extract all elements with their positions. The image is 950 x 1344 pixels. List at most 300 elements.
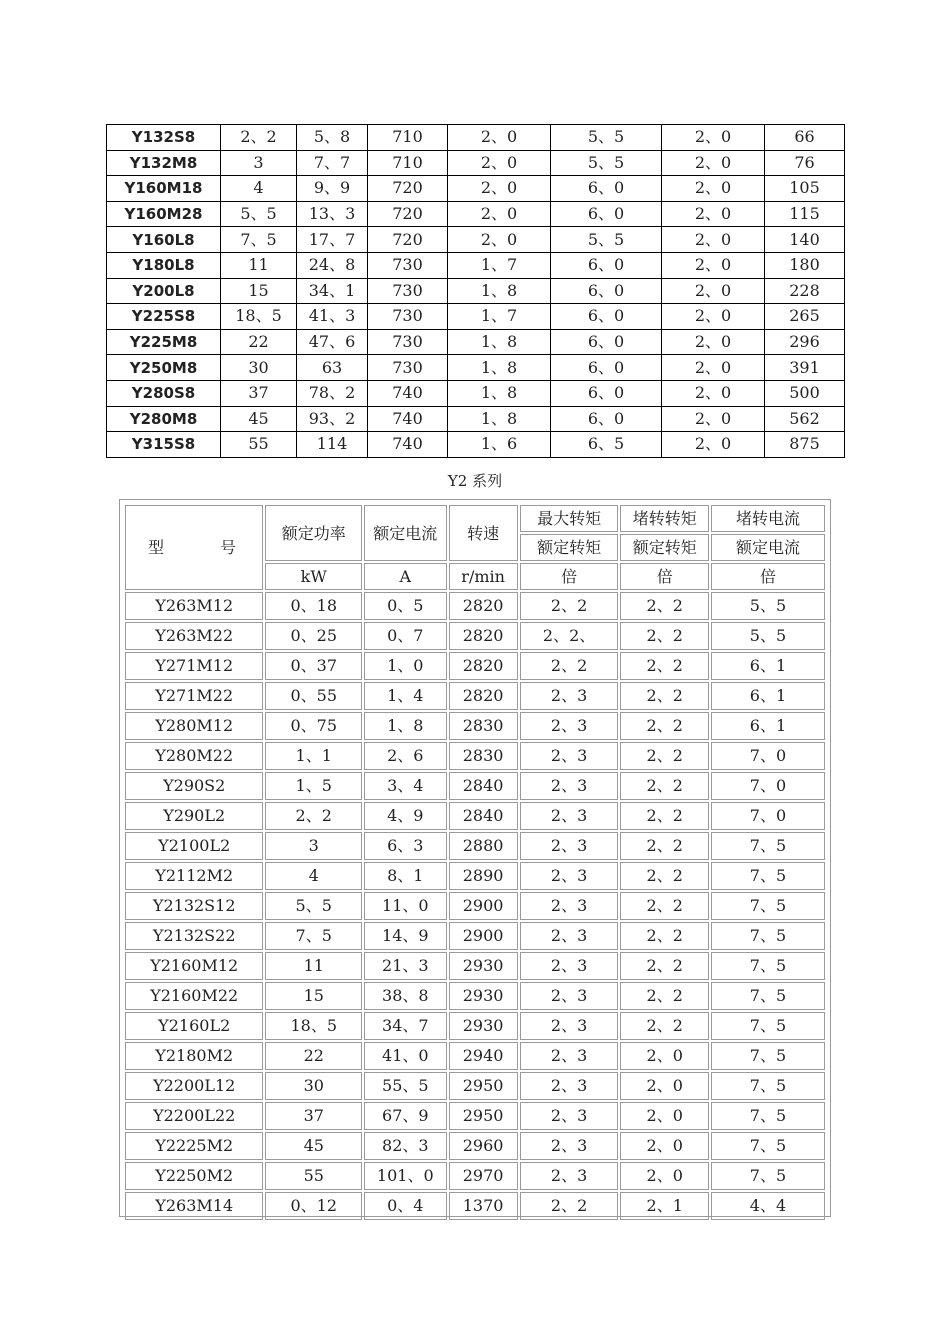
header-power: 额定功率 <box>265 505 362 561</box>
model-cell: Y271M12 <box>125 652 263 680</box>
value-cell: 6、1 <box>711 682 825 710</box>
value-cell: 2、2 <box>620 922 709 950</box>
value-cell: 296 <box>765 329 845 355</box>
value-cell: 41、3 <box>297 304 368 330</box>
value-cell: 7、5 <box>711 862 825 890</box>
value-cell: 105 <box>765 176 845 202</box>
header-max-torque-top: 最大转矩 <box>520 505 619 532</box>
value-cell: 22 <box>265 1042 362 1070</box>
table-row <box>107 201 845 227</box>
header-locked-current-bottom: 额定电流 <box>711 534 825 561</box>
table-row <box>107 304 845 330</box>
value-cell: 730 <box>368 278 448 304</box>
value-cell: 2、0 <box>620 1162 709 1190</box>
value-cell: 2、2 <box>620 682 709 710</box>
model-cell: Y2132S12 <box>125 892 263 920</box>
value-cell: 11 <box>265 952 362 980</box>
value-cell: 2840 <box>449 772 518 800</box>
motor-table-top-body <box>107 125 845 458</box>
value-cell: 2、3 <box>520 1162 619 1190</box>
model-cell: Y225M8 <box>107 329 221 355</box>
model-cell: Y160L8 <box>107 227 221 253</box>
table-row <box>125 952 825 980</box>
value-cell: 2820 <box>449 652 518 680</box>
value-cell: 55 <box>265 1162 362 1190</box>
value-cell: 3 <box>221 150 297 176</box>
table-row <box>107 252 845 278</box>
y2-table-frame <box>119 499 831 1217</box>
table-row <box>107 406 845 432</box>
value-cell: 2、2 <box>620 652 709 680</box>
model-cell: Y263M22 <box>125 622 263 650</box>
value-cell: 3、4 <box>364 772 446 800</box>
value-cell: 0、4 <box>364 1192 446 1220</box>
value-cell: 55 <box>221 432 297 458</box>
table-row <box>125 1162 825 1190</box>
value-cell: 1、8 <box>448 355 551 381</box>
value-cell: 2、0 <box>448 176 551 202</box>
value-cell: 180 <box>765 252 845 278</box>
table-row <box>125 1012 825 1040</box>
value-cell: 30 <box>221 355 297 381</box>
value-cell: 7、7 <box>297 150 368 176</box>
value-cell: 2830 <box>449 742 518 770</box>
header-locked-torque-bottom: 额定转矩 <box>620 534 709 561</box>
unit-current: A <box>364 563 446 590</box>
value-cell: 2、0 <box>662 125 765 151</box>
value-cell: 1、7 <box>448 252 551 278</box>
value-cell: 2、3 <box>520 1102 619 1130</box>
table-row <box>125 922 825 950</box>
value-cell: 2、2 <box>620 802 709 830</box>
value-cell: 2880 <box>449 832 518 860</box>
value-cell: 2940 <box>449 1042 518 1070</box>
value-cell: 7、5 <box>711 1162 825 1190</box>
unit-speed: r/min <box>449 563 518 590</box>
value-cell: 740 <box>368 380 448 406</box>
value-cell: 37 <box>265 1102 362 1130</box>
value-cell: 2830 <box>449 712 518 740</box>
value-cell: 1370 <box>449 1192 518 1220</box>
value-cell: 55、5 <box>364 1072 446 1100</box>
value-cell: 78、2 <box>297 380 368 406</box>
value-cell: 66 <box>765 125 845 151</box>
value-cell: 730 <box>368 329 448 355</box>
value-cell: 30 <box>265 1072 362 1100</box>
model-cell: Y263M14 <box>125 1192 263 1220</box>
model-cell: Y160M28 <box>107 201 221 227</box>
table-row <box>107 150 845 176</box>
model-cell: Y263M12 <box>125 592 263 620</box>
value-cell: 4 <box>221 176 297 202</box>
value-cell: 2、0 <box>662 355 765 381</box>
model-cell: Y290S2 <box>125 772 263 800</box>
header-locked-torque-top: 堵转转矩 <box>620 505 709 532</box>
model-cell: Y2250M2 <box>125 1162 263 1190</box>
model-cell: Y250M8 <box>107 355 221 381</box>
table-row <box>125 1192 825 1220</box>
value-cell: 6、1 <box>711 652 825 680</box>
table-row <box>125 712 825 740</box>
value-cell: 875 <box>765 432 845 458</box>
table-row <box>107 176 845 202</box>
value-cell: 18、5 <box>265 1012 362 1040</box>
value-cell: 11 <box>221 252 297 278</box>
value-cell: 2、2 <box>620 592 709 620</box>
value-cell: 6、0 <box>551 201 662 227</box>
value-cell: 47、6 <box>297 329 368 355</box>
value-cell: 4、4 <box>711 1192 825 1220</box>
table-row <box>125 1042 825 1070</box>
value-cell: 7、5 <box>265 922 362 950</box>
y2-series-table <box>123 503 827 1222</box>
value-cell: 720 <box>368 201 448 227</box>
model-cell: Y2200L22 <box>125 1102 263 1130</box>
unit-power: kW <box>265 563 362 590</box>
value-cell: 7、0 <box>711 742 825 770</box>
table-row <box>107 125 845 151</box>
value-cell: 0、7 <box>364 622 446 650</box>
value-cell: 6、5 <box>551 432 662 458</box>
value-cell: 720 <box>368 227 448 253</box>
value-cell: 2960 <box>449 1132 518 1160</box>
value-cell: 2、3 <box>520 952 619 980</box>
value-cell: 2、3 <box>520 682 619 710</box>
value-cell: 41、0 <box>364 1042 446 1070</box>
value-cell: 391 <box>765 355 845 381</box>
value-cell: 2、3 <box>520 922 619 950</box>
table-row <box>107 380 845 406</box>
value-cell: 115 <box>765 201 845 227</box>
value-cell: 18、5 <box>221 304 297 330</box>
value-cell: 2、0 <box>448 125 551 151</box>
value-cell: 2、2 <box>620 832 709 860</box>
value-cell: 93、2 <box>297 406 368 432</box>
value-cell: 15 <box>221 278 297 304</box>
value-cell: 1、4 <box>364 682 446 710</box>
value-cell: 2890 <box>449 862 518 890</box>
value-cell: 6、0 <box>551 406 662 432</box>
value-cell: 2840 <box>449 802 518 830</box>
unit-locked-current: 倍 <box>711 563 825 590</box>
value-cell: 730 <box>368 355 448 381</box>
value-cell: 2820 <box>449 622 518 650</box>
table-row <box>125 772 825 800</box>
value-cell: 6、0 <box>551 304 662 330</box>
value-cell: 5、8 <box>297 125 368 151</box>
table-row <box>125 832 825 860</box>
value-cell: 67、9 <box>364 1102 446 1130</box>
value-cell: 7、5 <box>711 892 825 920</box>
value-cell: 2、2 <box>620 772 709 800</box>
model-cell: Y225S8 <box>107 304 221 330</box>
model-cell: Y2100L2 <box>125 832 263 860</box>
value-cell: 2970 <box>449 1162 518 1190</box>
value-cell: 2、2 <box>620 1012 709 1040</box>
value-cell: 2900 <box>449 892 518 920</box>
value-cell: 5、5 <box>551 227 662 253</box>
value-cell: 1、5 <box>265 772 362 800</box>
value-cell: 2、0 <box>620 1042 709 1070</box>
table-row <box>125 622 825 650</box>
value-cell: 265 <box>765 304 845 330</box>
value-cell: 0、75 <box>265 712 362 740</box>
value-cell: 2930 <box>449 982 518 1010</box>
value-cell: 0、25 <box>265 622 362 650</box>
table-row <box>107 355 845 381</box>
value-cell: 7、5 <box>711 982 825 1010</box>
value-cell: 2、3 <box>520 1072 619 1100</box>
value-cell: 2、3 <box>520 1132 619 1160</box>
unit-locked-torque: 倍 <box>620 563 709 590</box>
value-cell: 13、3 <box>297 201 368 227</box>
value-cell: 2、0 <box>620 1102 709 1130</box>
value-cell: 1、8 <box>364 712 446 740</box>
value-cell: 63 <box>297 355 368 381</box>
table-caption: Y2 系列 <box>447 472 503 490</box>
model-cell: Y200L8 <box>107 278 221 304</box>
value-cell: 2、2 <box>221 125 297 151</box>
header-model-char-1: 型 <box>148 538 165 557</box>
model-cell: Y290L2 <box>125 802 263 830</box>
value-cell: 6、0 <box>551 355 662 381</box>
value-cell: 2、2 <box>620 952 709 980</box>
value-cell: 2、3 <box>520 892 619 920</box>
value-cell: 22 <box>221 329 297 355</box>
model-cell: Y271M22 <box>125 682 263 710</box>
value-cell: 2、0 <box>448 150 551 176</box>
value-cell: 7、5 <box>711 952 825 980</box>
model-cell: Y2180M2 <box>125 1042 263 1070</box>
value-cell: 2、6 <box>364 742 446 770</box>
value-cell: 2、0 <box>662 227 765 253</box>
value-cell: 2930 <box>449 952 518 980</box>
value-cell: 6、1 <box>711 712 825 740</box>
table-row <box>125 742 825 770</box>
table-row <box>125 652 825 680</box>
value-cell: 76 <box>765 150 845 176</box>
table-row <box>125 682 825 710</box>
table-row <box>125 1102 825 1130</box>
model-cell: Y2200L12 <box>125 1072 263 1100</box>
value-cell: 5、5 <box>551 150 662 176</box>
value-cell: 1、1 <box>265 742 362 770</box>
value-cell: 5、5 <box>221 201 297 227</box>
value-cell: 2、3 <box>520 982 619 1010</box>
value-cell: 740 <box>368 406 448 432</box>
value-cell: 2、0 <box>620 1132 709 1160</box>
table-row <box>125 892 825 920</box>
header-model-char-2: 号 <box>220 538 237 557</box>
motor-table-top <box>106 124 845 458</box>
value-cell: 2、0 <box>662 432 765 458</box>
value-cell: 710 <box>368 150 448 176</box>
value-cell: 7、5 <box>711 832 825 860</box>
value-cell: 2、3 <box>520 1042 619 1070</box>
value-cell: 710 <box>368 125 448 151</box>
value-cell: 2、2 <box>520 1192 619 1220</box>
value-cell: 8、1 <box>364 862 446 890</box>
value-cell: 740 <box>368 432 448 458</box>
value-cell: 2、3 <box>520 712 619 740</box>
model-cell: Y2160M22 <box>125 982 263 1010</box>
value-cell: 3 <box>265 832 362 860</box>
value-cell: 82、3 <box>364 1132 446 1160</box>
value-cell: 1、0 <box>364 652 446 680</box>
value-cell: 1、7 <box>448 304 551 330</box>
value-cell: 7、5 <box>711 1042 825 1070</box>
value-cell: 2、0 <box>662 176 765 202</box>
value-cell: 2820 <box>449 682 518 710</box>
value-cell: 1、6 <box>448 432 551 458</box>
model-cell: Y2132S22 <box>125 922 263 950</box>
value-cell: 2、2 <box>620 892 709 920</box>
value-cell: 6、0 <box>551 176 662 202</box>
value-cell: 6、0 <box>551 329 662 355</box>
value-cell: 720 <box>368 176 448 202</box>
value-cell: 7、0 <box>711 802 825 830</box>
value-cell: 500 <box>765 380 845 406</box>
model-cell: Y280S8 <box>107 380 221 406</box>
value-cell: 2、0 <box>448 227 551 253</box>
value-cell: 2、2 <box>620 982 709 1010</box>
value-cell: 2、3 <box>520 862 619 890</box>
value-cell: 37 <box>221 380 297 406</box>
value-cell: 2、0 <box>662 329 765 355</box>
value-cell: 14、9 <box>364 922 446 950</box>
value-cell: 0、12 <box>265 1192 362 1220</box>
value-cell: 4、9 <box>364 802 446 830</box>
table-row <box>125 862 825 890</box>
table-row <box>125 802 825 830</box>
model-cell: Y2225M2 <box>125 1132 263 1160</box>
value-cell: 24、8 <box>297 252 368 278</box>
value-cell: 1、8 <box>448 329 551 355</box>
value-cell: 7、0 <box>711 772 825 800</box>
header-locked-current-top: 堵转电流 <box>711 505 825 532</box>
value-cell: 2820 <box>449 592 518 620</box>
model-cell: Y160M18 <box>107 176 221 202</box>
table-row <box>125 1132 825 1160</box>
value-cell: 2、2、 <box>520 622 619 650</box>
value-cell: 114 <box>297 432 368 458</box>
value-cell: 5、5 <box>265 892 362 920</box>
value-cell: 6、0 <box>551 278 662 304</box>
value-cell: 2、2 <box>620 742 709 770</box>
value-cell: 38、8 <box>364 982 446 1010</box>
value-cell: 2950 <box>449 1102 518 1130</box>
value-cell: 2、0 <box>620 1072 709 1100</box>
value-cell: 2、2 <box>265 802 362 830</box>
value-cell: 2、2 <box>520 592 619 620</box>
value-cell: 34、1 <box>297 278 368 304</box>
value-cell: 0、5 <box>364 592 446 620</box>
value-cell: 2930 <box>449 1012 518 1040</box>
model-cell: Y280M8 <box>107 406 221 432</box>
model-cell: Y280M22 <box>125 742 263 770</box>
value-cell: 2、2 <box>520 652 619 680</box>
value-cell: 2、2 <box>620 622 709 650</box>
value-cell: 2、3 <box>520 1012 619 1040</box>
value-cell: 2、0 <box>662 252 765 278</box>
table-row <box>107 432 845 458</box>
value-cell: 140 <box>765 227 845 253</box>
value-cell: 34、7 <box>364 1012 446 1040</box>
value-cell: 0、55 <box>265 682 362 710</box>
value-cell: 5、5 <box>551 125 662 151</box>
value-cell: 2、0 <box>662 304 765 330</box>
value-cell: 15 <box>265 982 362 1010</box>
value-cell: 562 <box>765 406 845 432</box>
y2-table-body <box>125 505 825 1220</box>
value-cell: 101、0 <box>364 1162 446 1190</box>
value-cell: 1、8 <box>448 278 551 304</box>
value-cell: 7、5 <box>711 1132 825 1160</box>
value-cell: 45 <box>221 406 297 432</box>
value-cell: 2950 <box>449 1072 518 1100</box>
value-cell: 5、5 <box>711 622 825 650</box>
value-cell: 2、2 <box>620 712 709 740</box>
value-cell: 4 <box>265 862 362 890</box>
model-cell: Y280M12 <box>125 712 263 740</box>
value-cell: 0、18 <box>265 592 362 620</box>
value-cell: 228 <box>765 278 845 304</box>
table-row <box>107 329 845 355</box>
value-cell: 7、5 <box>711 1012 825 1040</box>
header-max-torque-bottom: 额定转矩 <box>520 534 619 561</box>
model-cell: Y2112M2 <box>125 862 263 890</box>
value-cell: 2、0 <box>662 278 765 304</box>
table-row <box>125 592 825 620</box>
value-cell: 21、3 <box>364 952 446 980</box>
value-cell: 2、3 <box>520 802 619 830</box>
model-cell: Y315S8 <box>107 432 221 458</box>
value-cell: 2、0 <box>448 201 551 227</box>
header-row-1 <box>125 505 825 532</box>
table-row <box>125 1072 825 1100</box>
value-cell: 9、9 <box>297 176 368 202</box>
model-cell: Y180L8 <box>107 252 221 278</box>
value-cell: 2、3 <box>520 772 619 800</box>
header-model <box>125 505 263 590</box>
value-cell: 6、0 <box>551 252 662 278</box>
value-cell: 2、1 <box>620 1192 709 1220</box>
value-cell: 730 <box>368 304 448 330</box>
header-speed: 转速 <box>449 505 518 561</box>
value-cell: 45 <box>265 1132 362 1160</box>
value-cell: 2、0 <box>662 406 765 432</box>
table-row <box>107 227 845 253</box>
value-cell: 6、3 <box>364 832 446 860</box>
model-cell: Y132S8 <box>107 125 221 151</box>
value-cell: 7、5 <box>711 1072 825 1100</box>
value-cell: 7、5 <box>711 922 825 950</box>
value-cell: 5、5 <box>711 592 825 620</box>
value-cell: 1、8 <box>448 406 551 432</box>
value-cell: 2、0 <box>662 150 765 176</box>
value-cell: 7、5 <box>221 227 297 253</box>
unit-max-torque: 倍 <box>520 563 619 590</box>
value-cell: 6、0 <box>551 380 662 406</box>
table-row <box>125 982 825 1010</box>
model-cell: Y132M8 <box>107 150 221 176</box>
value-cell: 7、5 <box>711 1102 825 1130</box>
value-cell: 0、37 <box>265 652 362 680</box>
value-cell: 2、0 <box>662 201 765 227</box>
value-cell: 1、8 <box>448 380 551 406</box>
value-cell: 2900 <box>449 922 518 950</box>
value-cell: 2、2 <box>620 862 709 890</box>
